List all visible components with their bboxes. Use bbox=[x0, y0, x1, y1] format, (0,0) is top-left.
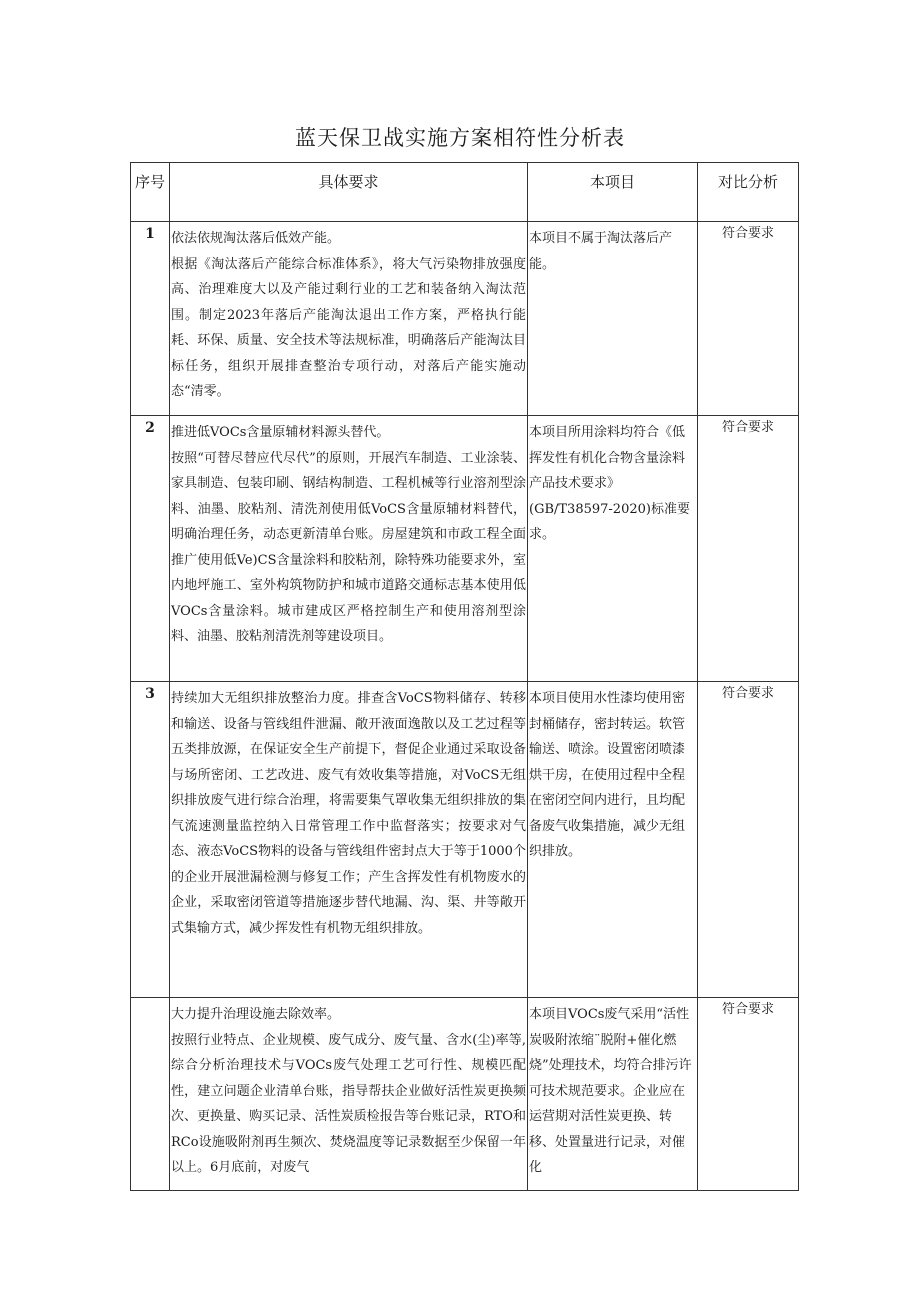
requirement-text: 根据《淘汰落后产能综合标准体系》，将大气污染物排放强度高、治理难度大以及产能过剩行业的工艺和装备纳入淘汰范围。制定2023年落后产能淘汰退出工作方案，严格执行能耗、环保、质量、安全技术等法规标准，明确落后产能淘汰目标任务，组织开展排查整治专项行动，对落后产能实施动态“清零。 bbox=[171, 256, 526, 399]
project-cell: 本项目使用水性漆均使用密封桶储存，密封转运。软管输送、喷涂。设置密闭喷漆烘干房，在使用过程中全程在密闭空间内进行，且均配备废气收集措施，减少无组织排放。 bbox=[528, 682, 698, 998]
row-number: 2 bbox=[131, 416, 170, 682]
requirement-text: 持续加大无组织排放整治力度。排查含VoCS物料储存、转移和输送、设备与管线组件泄漏、敞开液面逸散以及工艺过程等五类排放源，在保证安全生产前提下，督促企业通过采取设备与场所密闭、工艺改进、废气有效收集等措施，对VoCS无组织排放废气进行综合治理，将需要集气罩收集无组织排放的集气流速测量监控纳入日常管理工作中监督落实；按要求对气态、液态VoCS物料的设备与管线组件密封点大于等于1000个的企业开展泄漏检测与修复工作；产生含挥发性有机物废水的企业，采取密闭管道等措施逐步替代地漏、沟、渠、井等敞开式集输方式，减少挥发性有机物无组织排放。 bbox=[171, 691, 526, 936]
requirement-heading: 推进低VOCs含量原辅材料源头替代。 bbox=[171, 425, 390, 440]
table-header-row bbox=[131, 163, 799, 222]
table-row bbox=[131, 682, 799, 998]
requirement-text: 按照行业特点、企业规模、废气成分、废气量、含水(尘)率等,综合分析治理技术与VOCs废气处理工艺可行性、规模匹配性，建立问题企业清单台账，指导帮扶企业做好活性炭更换频次、更换量、购买记录、活性炭质检报告等台账记录，RTO和RCo设施吸附剂再生频次、焚烧温度等记录数据至少保留一年以上。6月底前，对废气 bbox=[171, 1032, 526, 1175]
analysis-cell: 符合要求 bbox=[698, 682, 799, 998]
header-analysis: 对比分析 bbox=[698, 163, 799, 222]
row-number: 1 bbox=[131, 222, 170, 416]
header-requirement: 具体要求 bbox=[170, 163, 528, 222]
table-row bbox=[131, 998, 799, 1191]
table-row bbox=[131, 222, 799, 416]
page-title: 蓝天保卫战实施方案相符性分析表 bbox=[295, 126, 625, 150]
compliance-table bbox=[130, 162, 799, 1191]
requirement-cell bbox=[170, 416, 528, 682]
project-cell: 本项目不属于淘汰落后产能。 bbox=[528, 222, 698, 416]
analysis-cell: 符合要求 bbox=[698, 998, 799, 1191]
header-index: 序号 bbox=[131, 163, 170, 222]
analysis-cell: 符合要求 bbox=[698, 222, 799, 416]
project-cell: 本项目所用涂料均符合《低挥发性有机化合物含量涂料产品技术要求》(GB/T38597-2020)标准要求。 bbox=[528, 416, 698, 682]
row-number: 3 bbox=[131, 682, 170, 998]
requirement-cell bbox=[170, 222, 528, 416]
requirement-text: 按照“可替尽替应代尽代”的原则，开展汽车制造、工业涂装、家具制造、包装印刷、钢结构制造、工程机械等行业溶剂型涂料、油墨、胶粘剂、清洗剂使用低VoCS含量原辅材料替代，明确治理任务，动态更新清单台账。房屋建筑和市政工程全面推广使用低Ve)CS含量涂料和胶粘剂，除特殊功能要求外，室内地坪施工、室外构筑物防护和城市道路交通标志基本使用低VOCs含量涂料。城市建成区严格控制生产和使用溶剂型涂料、油墨、胶粘剂清洗剂等建设项目。 bbox=[171, 450, 526, 644]
analysis-cell: 符合要求 bbox=[698, 416, 799, 682]
requirement-heading: 依法依规淘汰落后低效产能。 bbox=[171, 231, 341, 246]
requirement-cell bbox=[170, 682, 528, 998]
row-number bbox=[131, 998, 170, 1191]
requirement-heading: 大力提升治理设施去除效率。 bbox=[171, 1007, 341, 1022]
header-project: 本项目 bbox=[528, 163, 698, 222]
table-row bbox=[131, 416, 799, 682]
requirement-cell bbox=[170, 998, 528, 1191]
project-cell: 本项目VOCs废气采用“活性炭吸附浓缩¨脱附+催化燃烧”处理技术，均符合排污许可技术规范要求。企业应在运营期对活性炭更换、转移、处置量进行记录，对催化 bbox=[528, 998, 698, 1191]
